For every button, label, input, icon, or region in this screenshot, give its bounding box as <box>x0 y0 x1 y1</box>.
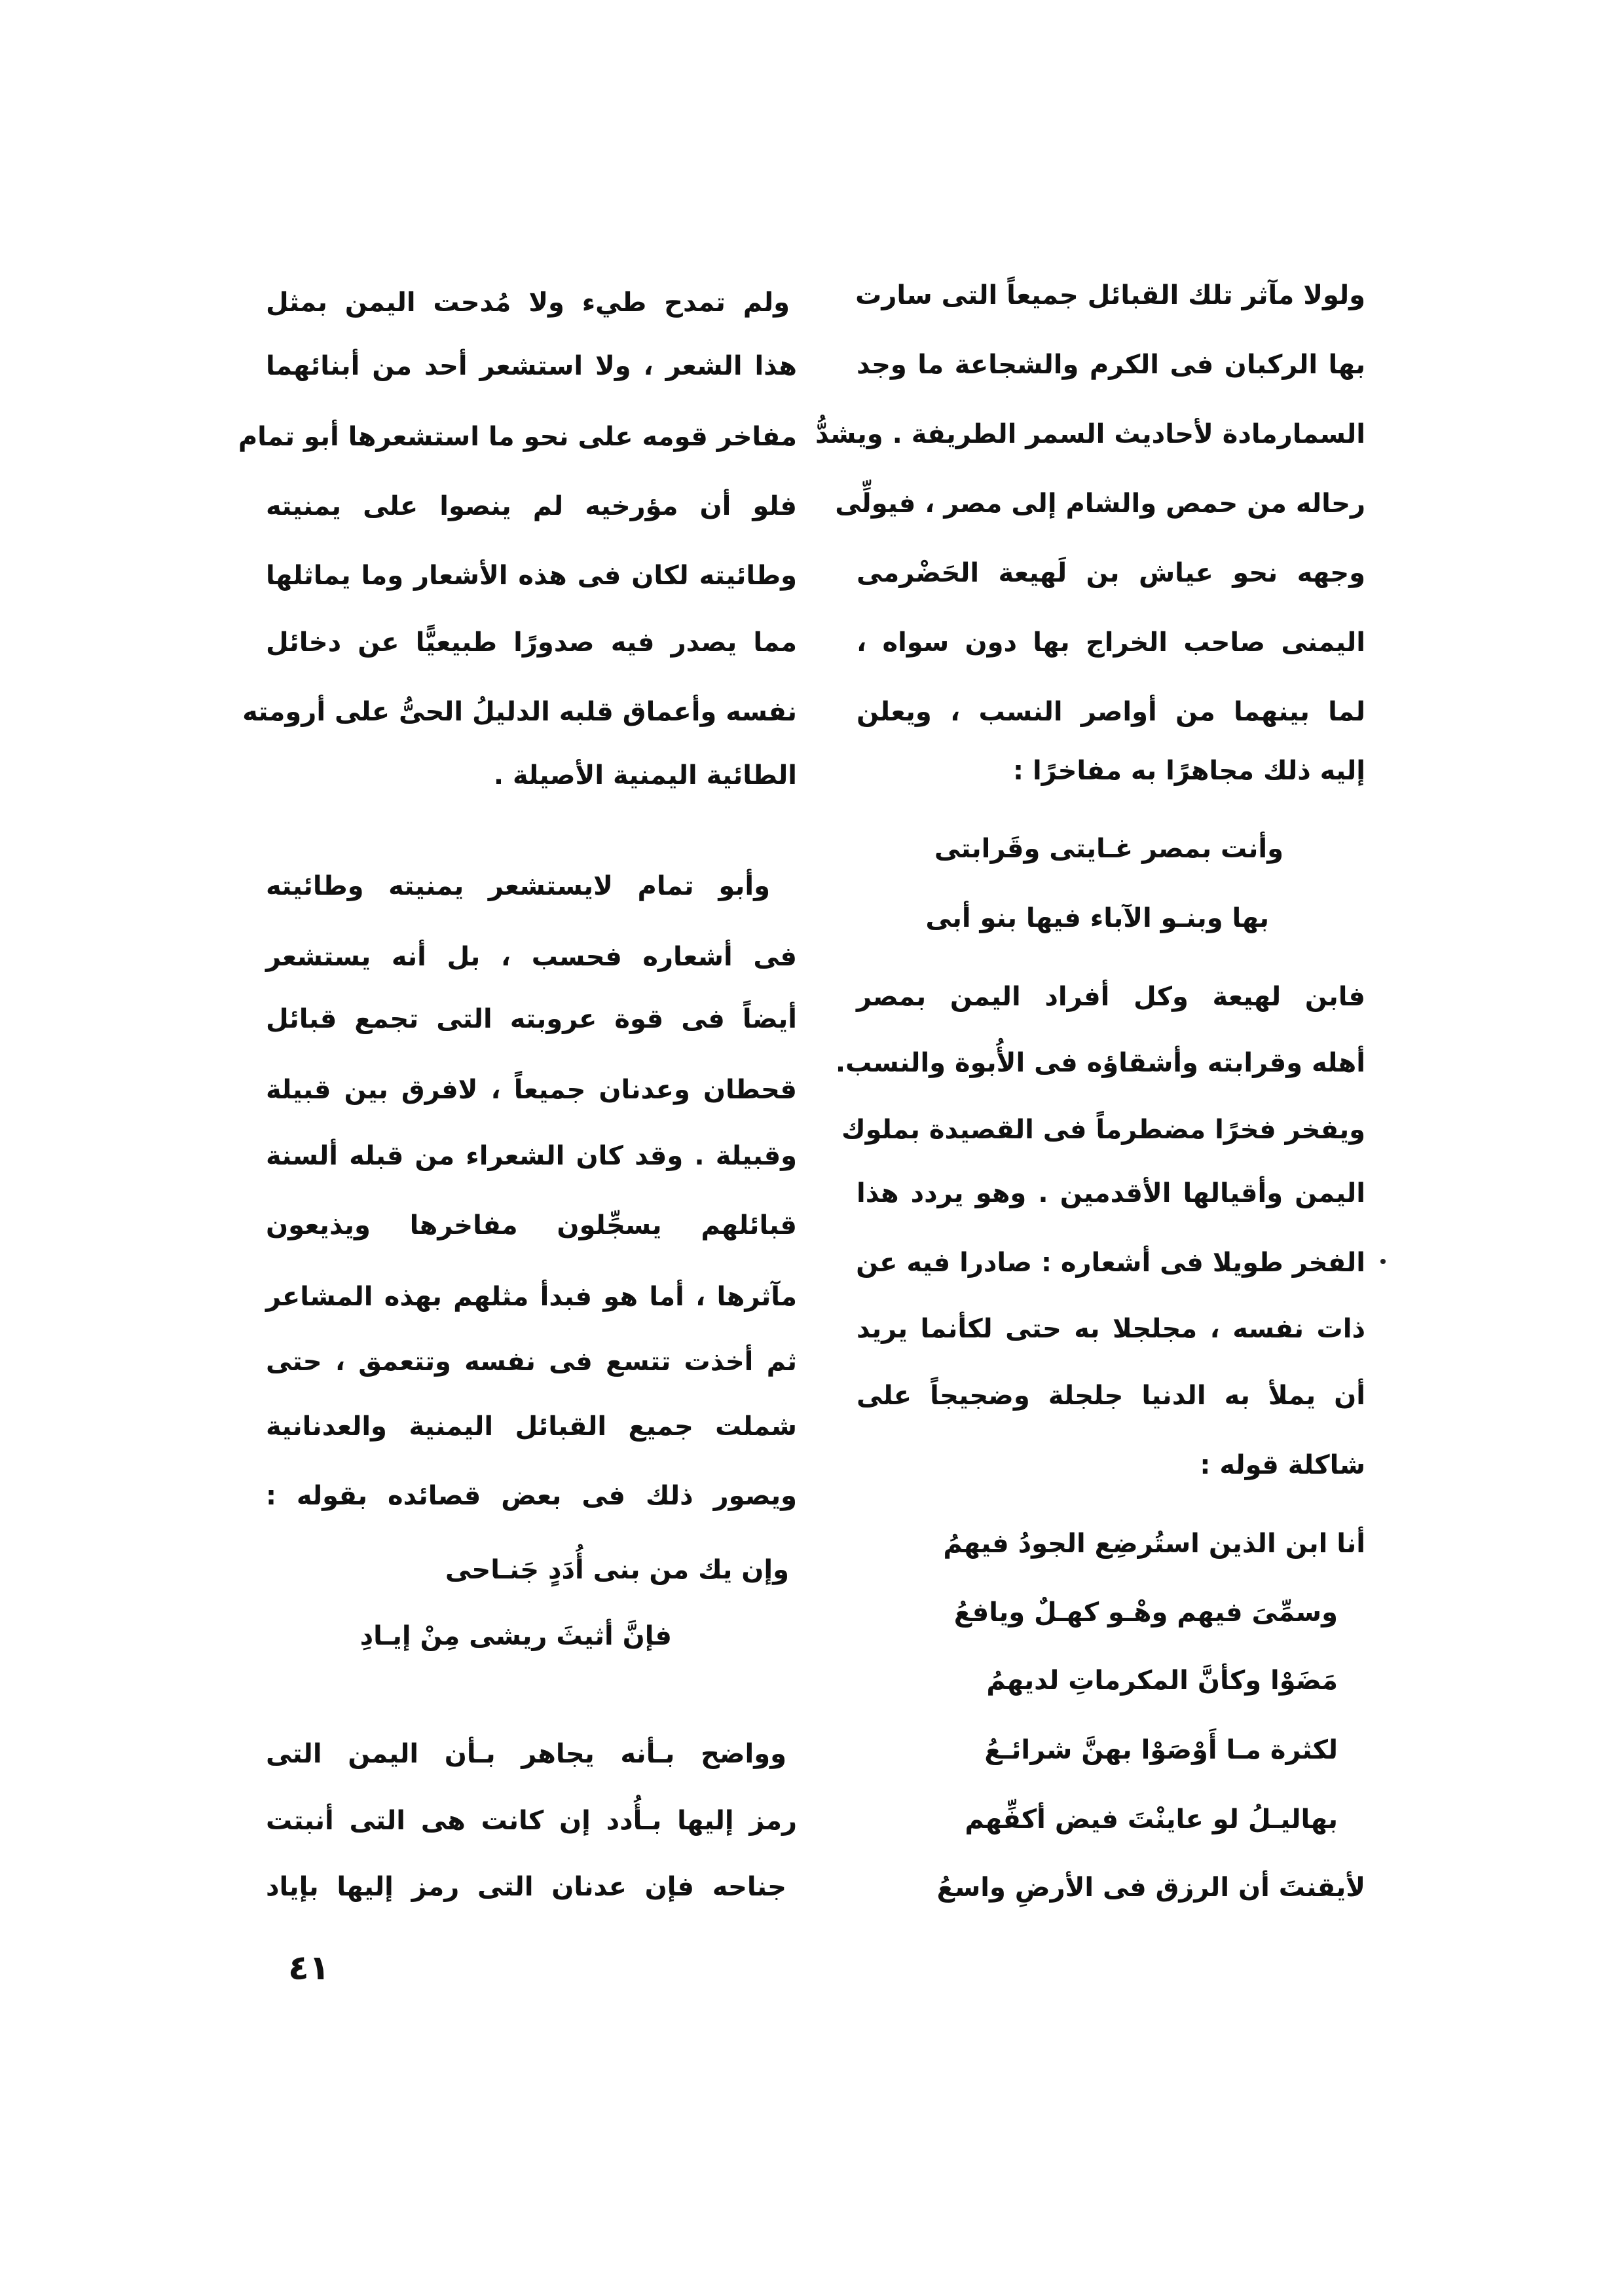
text-line: لما بينهما من أواصر النسب ، ويعلن <box>857 697 1365 727</box>
text-line: ويفخر فخرًا مضطرماً فى القصيدة بملوك <box>841 1115 1365 1145</box>
text-line: فلو أن مؤرخيه لم ينصوا على يمنيته <box>266 491 797 521</box>
text-line: أهله وقرابته وأشقاؤه فى الأُبوة والنسب. <box>835 1048 1365 1078</box>
text-line: وجهه نحو عياش بن لَهيعة الحَضْرمى <box>857 558 1365 588</box>
text-line: أيضاً فى قوة عروبته التى تجمع قبائل <box>266 1004 797 1034</box>
text-line: ثم أخذت تتسع فى نفسه وتتعمق ، حتى <box>266 1347 797 1377</box>
margin-dot-mark <box>1380 1259 1386 1264</box>
text-line: اليمن وأقيالها الأقدمين . وهو يردد هذا <box>857 1178 1365 1208</box>
text-line: مفاخر قومه على نحو ما استشعرها أبو تمام <box>238 422 797 452</box>
text-line: فى أشعاره فحسب ، بل أنه يستشعر <box>266 942 797 972</box>
text-line: مآثرها ، أما هو فبدأ مثلهم بهذه المشاعر <box>266 1282 797 1312</box>
text-line: مما يصدر فيه صدورًا طبيعيًّا عن دخائل <box>266 627 797 658</box>
verse-line: لأيقنتَ أن الرزق فى الأرضِ واسعُ <box>936 1873 1365 1903</box>
text-line: الفخر طويلا فى أشعاره : صادرا فيه عن <box>856 1248 1365 1278</box>
verse-line: بها وبنـو الآباء فيها بنو أبى <box>925 903 1269 933</box>
verse-line: مَضَوْا وكأنَّ المكرماتِ لديهمُ <box>986 1666 1338 1696</box>
text-line: قبائلهم يسجِّلون مفاخرها ويذيعون <box>266 1210 797 1241</box>
text-line: فابن لهيعة وكل أفراد اليمن بمصر <box>857 982 1365 1012</box>
text-line: جناحه فإن عدنان التى رمز إليها بإياد <box>266 1872 786 1902</box>
text-line: أن يملأ به الدنيا جلجلة وضجيجاً على <box>857 1381 1365 1411</box>
text-line: شملت جميع القبائل اليمنية والعدنانية <box>266 1411 797 1442</box>
text-line: نفسه وأعماق قلبه الدليلُ الحىُّ على أرومته <box>242 697 797 727</box>
text-line: ذات نفسه ، مجلجلا به حتى لكأنما يريد <box>857 1314 1365 1344</box>
verse-line: أنا ابن الذين استُرضِع الجودُ فيهمُ <box>943 1529 1365 1559</box>
text-line: رحاله من حمص والشام إلى مصر ، فيولِّى <box>835 489 1365 519</box>
text-line: وطائيته لكان فى هذه الأشعار وما يماثلها <box>266 561 797 591</box>
text-line: إليه ذلك مجاهرًا به مفاخرًا : <box>1013 756 1365 786</box>
text-line: قحطان وعدنان جميعاً ، لافرق بين قبيلة <box>266 1075 797 1105</box>
text-line: ويصور ذلك فى بعض قصائده بقوله : <box>266 1481 797 1511</box>
text-line: السمارمادة لأحاديث السمر الطريفة . ويشدُّ <box>815 419 1365 449</box>
verse-line: وأنت بمصر غـايتى وقَرابتى <box>934 834 1283 864</box>
text-line: اليمنى صاحب الخراج بها دون سواه ، <box>857 627 1365 658</box>
text-line: وواضح بـأنه يجاهر بـأن اليمن التى <box>266 1739 786 1769</box>
text-line: وأبو تمام لايستشعر يمنيته وطائيته <box>266 871 770 901</box>
text-line: وقبيلة . وقد كان الشعراء من قبله ألسنة <box>266 1141 797 1171</box>
verse-line: لكثرة مـا أَوْصَوْا بهنَّ شرائـعُ <box>984 1735 1338 1765</box>
text-line: شاكلة قوله : <box>1200 1450 1365 1480</box>
text-line: رمز إليها بـأُدد إن كانت هى التى أنبتت <box>266 1806 797 1836</box>
text-line: الطائية اليمنية الأصيلة . <box>493 760 797 791</box>
page-number: ٤١ <box>288 1949 330 1988</box>
verse-line: وإن يك من بنى أُدَدٍ جَنـاحى <box>445 1555 789 1585</box>
verse-line: فإنَّ أثيثَ ريشى مِنْ إيـادِ <box>360 1621 672 1651</box>
verse-line: بهاليـلُ لو عاينْتَ فيض أكفِّهم <box>965 1804 1338 1835</box>
text-line: ولولا مآثر تلك القبائل جميعاً التى سارت <box>855 280 1365 310</box>
verse-line: وسمِّىَ فيهم وهْـو كهـلٌ ويافعُ <box>953 1597 1338 1628</box>
text-line: بها الركبان فى الكرم والشجاعة ما وجد <box>857 350 1365 380</box>
text-line: هذا الشعر ، ولا استشعر أحد من أبنائهما <box>266 351 797 381</box>
text-line: ولم تمدح طيء ولا مُدحت اليمن بمثل <box>266 288 790 318</box>
